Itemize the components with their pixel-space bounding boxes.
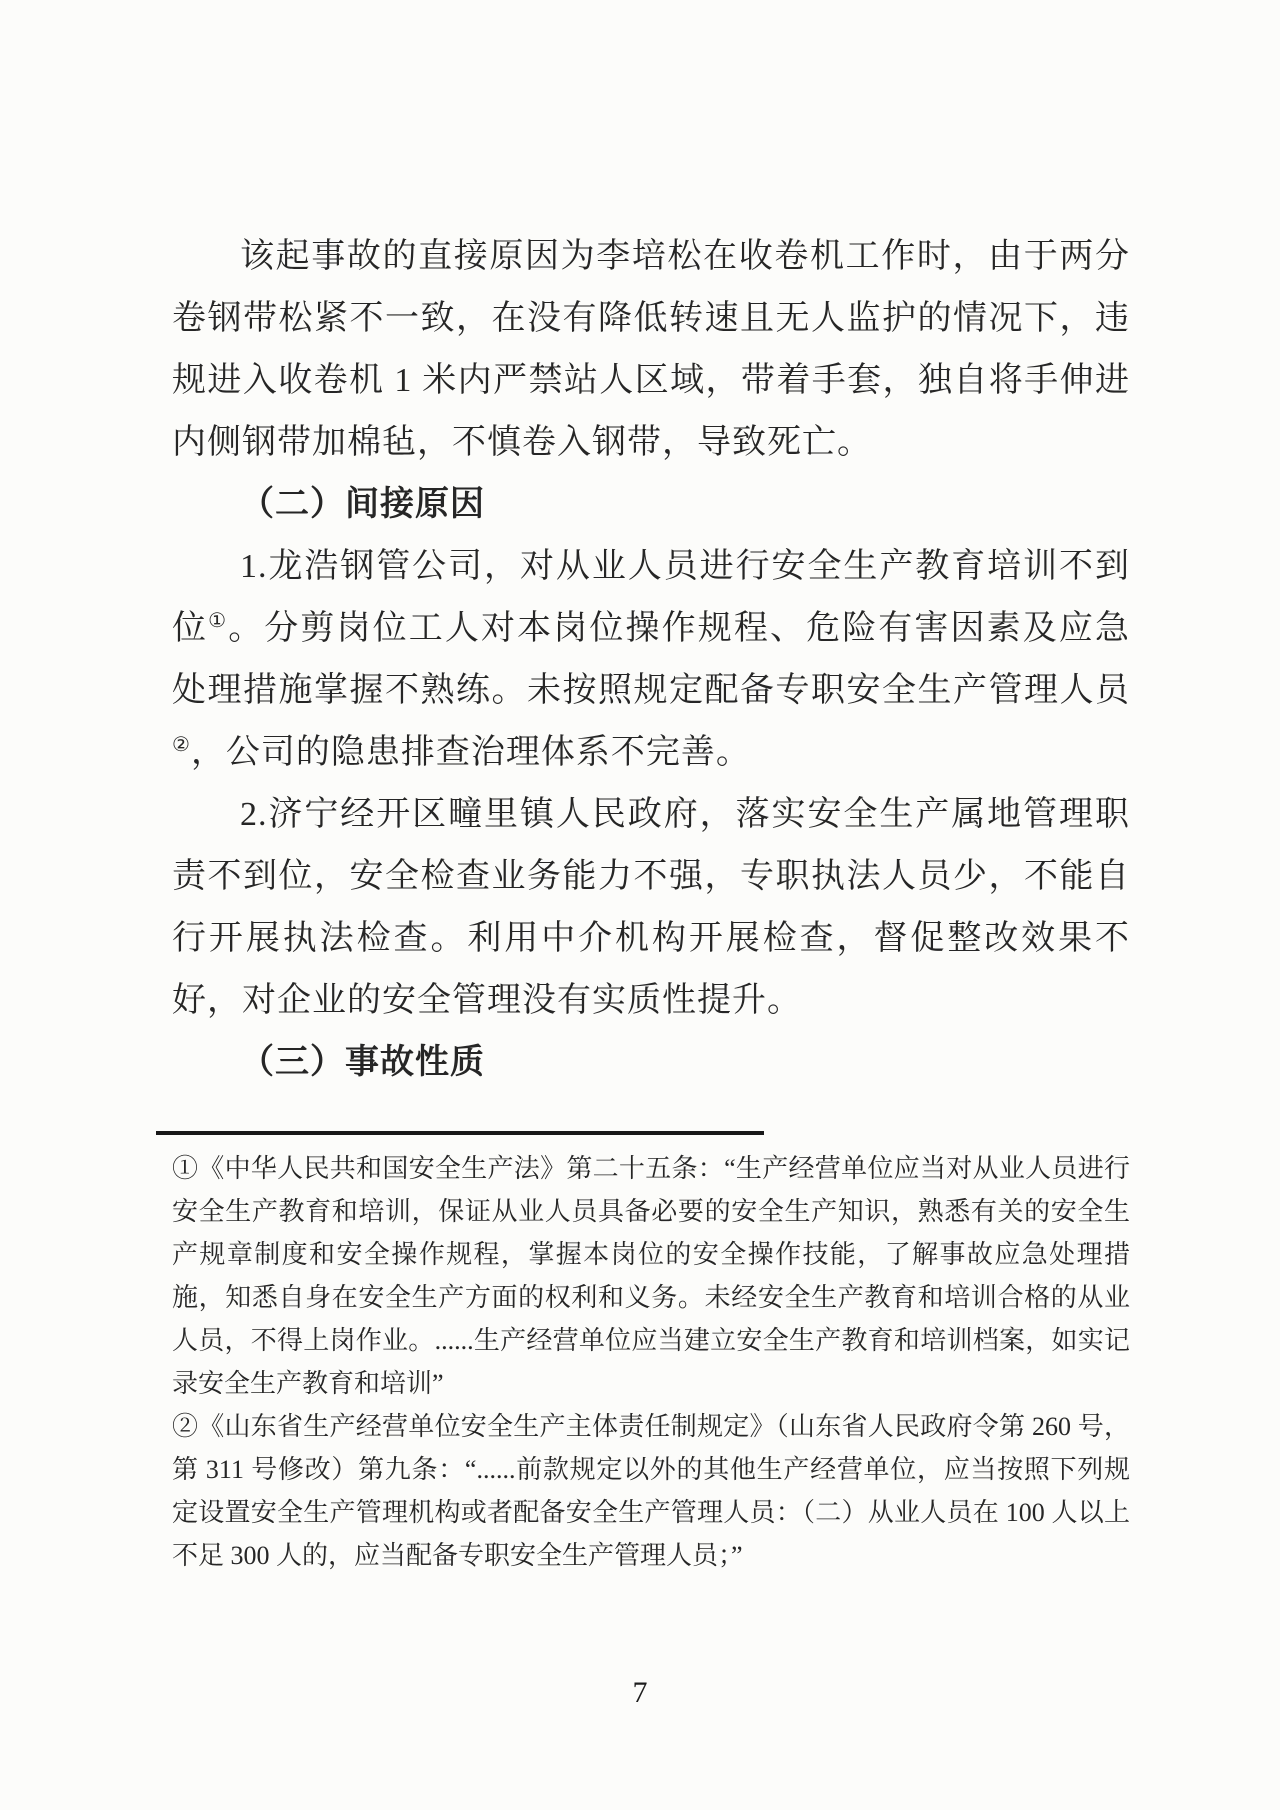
- body-paragraph: [172, 536, 1130, 784]
- footnote-text: 《中华人民共和国安全生产法》第二十五条：“生产经营单位应当对从业人员进行安全生产教育和培训，保证从业人员具备必要的安全生产知识，熟悉有关的安全生产规章制度和安全操作规程，掌握本岗位的安全操作技能，了解事故应急处理措施，知悉自身在安全生产方面的权利和义务。未经安全生产教育和培训合格的从业人员，不得上岗作业。......生产经营单位应当建立安全生产教育和培训档案，如实记录安全生产教育和培训”: [172, 1154, 1130, 1398]
- text-run: ，公司的隐患排查治理体系不完善。: [190, 734, 751, 771]
- body-paragraph: [172, 226, 1130, 474]
- footnote-marker: ①: [172, 1154, 199, 1183]
- footnote-text: 《山东省生产经营单位安全生产主体责任制规定》（山东省人民政府令第 260 号，第 311 号修改）第九条：“......前款规定以外的其他生产经营单位，应当按照下列规定设置安全生产管理机构或者配备安全生产管理人员：（二）从业人员在 100 人以上不足 300 人的，应当配备专职安全生产管理人员；”: [172, 1412, 1130, 1570]
- text-run: 2.济宁经开区疃里镇人民政府，落实安全生产属地管理职责不到位，安全检查业务能力不强，专职执法人员少，不能自行开展执法检查。利用中介机构开展检查，督促整改效果不好，对企业的安全管理没有实质性提升。: [172, 796, 1130, 1019]
- footnote-separator: [156, 1131, 764, 1135]
- text-run: 该起事故的直接原因为李培松在收卷机工作时，由于两分卷钢带松紧不一致，在没有降低转速且无人监护的情况下，违规进入收卷机 1 米内严禁站人区域，带着手套，独自将手伸进内侧钢带加棉毡，不慎卷入钢带，导致死亡。: [172, 238, 1130, 461]
- body-paragraph: [172, 784, 1130, 1032]
- text-run: 。分剪岗位工人对本岗位操作规程、危险有害因素及应急处理措施掌握不熟练。未按照规定配备专职安全生产管理人员: [172, 610, 1131, 709]
- page-number: 7: [632, 1676, 648, 1709]
- section-heading: [172, 474, 1130, 536]
- body-text: [172, 226, 1130, 1094]
- text-run: 1.龙浩钢管公司，对从业人员进行安全生产教育培训不到位: [172, 548, 1130, 647]
- text-run: （三）事故性质: [240, 1044, 485, 1081]
- footnote: [172, 1405, 1130, 1577]
- text-run: （二）间接原因: [240, 486, 485, 523]
- footnote-marker: ②: [172, 1412, 199, 1441]
- footnote-reference: ①: [208, 610, 229, 632]
- footnote: [172, 1147, 1130, 1405]
- footnote-reference: ②: [172, 734, 191, 756]
- section-heading: [172, 1032, 1130, 1094]
- footnotes: [172, 1147, 1130, 1577]
